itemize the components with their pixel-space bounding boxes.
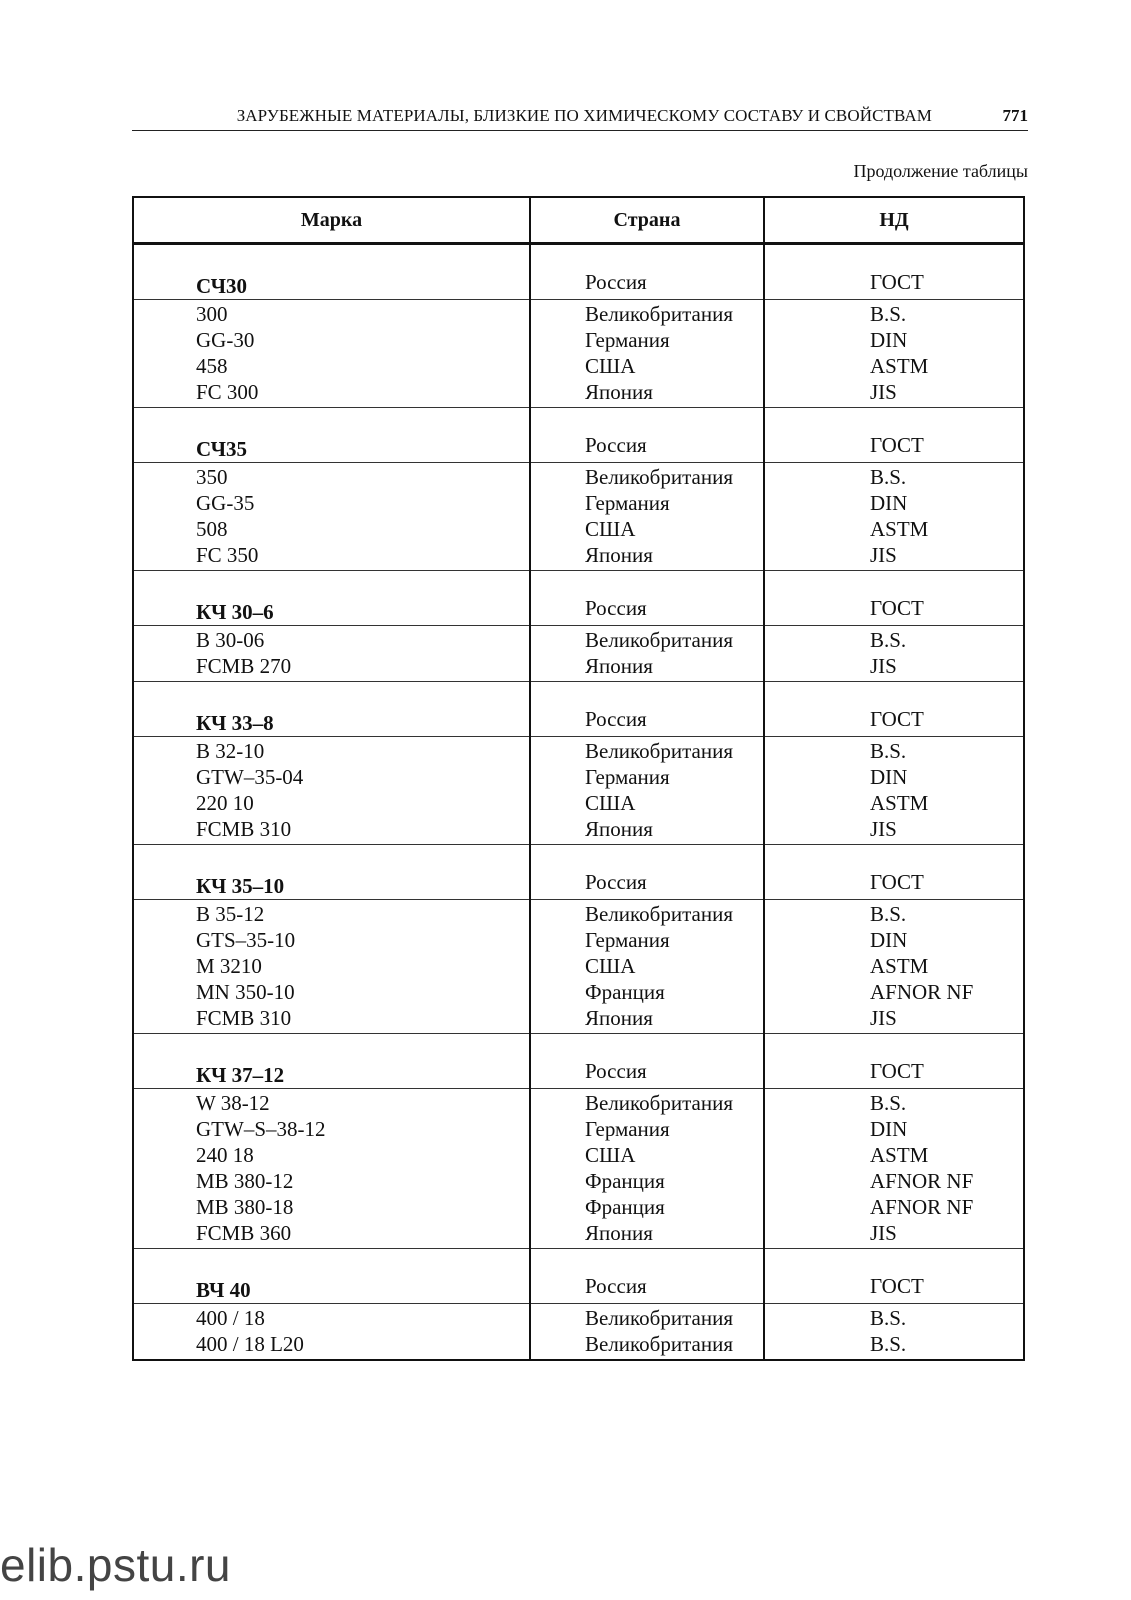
group-body-row [133, 737, 1024, 845]
grade-value: 400 / 18 L20 [196, 1332, 304, 1356]
standard-value: B.S. [870, 739, 907, 763]
group-standard-cell [764, 463, 1024, 571]
country-value: Германия [585, 1117, 670, 1141]
group-header-row [133, 1034, 1024, 1089]
group-standard-cell [764, 900, 1024, 1034]
group-header-standard: ГОСТ [870, 870, 924, 894]
group-header-row [133, 408, 1024, 463]
standard-value: ASTM [870, 1143, 929, 1167]
column-header-country: Страна [530, 197, 764, 244]
table-body [133, 244, 1024, 1361]
group-header-grade: КЧ 33–8 [196, 711, 274, 735]
group-country-cell [530, 463, 764, 571]
group-header-grade-cell [133, 571, 530, 626]
group-standard-cell [764, 626, 1024, 682]
group-body-row [133, 900, 1024, 1034]
group-header-standard: ГОСТ [870, 270, 924, 294]
group-header-standard: ГОСТ [870, 1274, 924, 1298]
standard-value: JIS [870, 654, 897, 678]
group-grade-cell [133, 1089, 530, 1249]
standard-value: B.S. [870, 465, 907, 489]
group-header-country: Россия [585, 270, 647, 294]
standard-value: AFNOR NF [870, 980, 974, 1004]
country-value: Великобритания [585, 465, 733, 489]
column-header-grade: Марка [133, 197, 530, 244]
grade-value: M 3210 [196, 954, 262, 978]
country-value: США [585, 354, 636, 378]
group-header-row [133, 571, 1024, 626]
country-value: Великобритания [585, 1332, 733, 1356]
grade-value: FCMB 360 [196, 1221, 292, 1245]
standard-value: AFNOR NF [870, 1195, 974, 1219]
standard-value: B.S. [870, 628, 907, 652]
grade-value: B 32-10 [196, 739, 265, 763]
standard-value: DIN [870, 928, 908, 952]
group-header-standard-cell [764, 244, 1024, 300]
grade-value: MN 350-10 [196, 980, 295, 1004]
grade-value: FCMB 310 [196, 1006, 292, 1030]
grade-value: MB 380-18 [196, 1195, 294, 1219]
group-header-standard: ГОСТ [870, 433, 924, 457]
page-number: 771 [1002, 106, 1028, 125]
group-country-cell [530, 737, 764, 845]
group-standard-cell [764, 1089, 1024, 1249]
grade-value: FC 300 [196, 380, 259, 404]
country-value: Япония [585, 654, 653, 678]
table-continuation-note: Продолжение таблицы [853, 161, 1028, 181]
country-value: Германия [585, 928, 670, 952]
standard-value: ASTM [870, 517, 929, 541]
group-grade-cell [133, 463, 530, 571]
group-header-standard-cell [764, 682, 1024, 737]
standard-value: DIN [870, 328, 908, 352]
country-value: США [585, 1143, 636, 1167]
grade-value: FCMB 310 [196, 817, 292, 841]
grade-value: 508 [196, 517, 228, 541]
group-grade-cell [133, 900, 530, 1034]
grade-equivalents-table [132, 196, 1025, 1361]
group-header-grade-cell [133, 244, 530, 300]
group-header-grade: СЧ35 [196, 437, 248, 461]
group-standard-cell [764, 300, 1024, 408]
standard-value: DIN [870, 1117, 908, 1141]
grade-value: W 38-12 [196, 1091, 270, 1115]
country-value: Великобритания [585, 302, 733, 326]
group-grade-cell [133, 300, 530, 408]
country-value: Франция [585, 1169, 665, 1193]
standard-value: JIS [870, 543, 897, 567]
group-body-row [133, 626, 1024, 682]
grade-value: B 35-12 [196, 902, 265, 926]
grade-value: FC 350 [196, 543, 259, 567]
group-header-grade: КЧ 30–6 [196, 600, 274, 624]
group-standard-cell [764, 1304, 1024, 1361]
country-value: Франция [585, 980, 665, 1004]
country-value: Великобритания [585, 739, 733, 763]
group-header-country: Россия [585, 707, 647, 731]
country-value: США [585, 954, 636, 978]
group-header-grade: ВЧ 40 [196, 1278, 251, 1302]
group-header-standard: ГОСТ [870, 596, 924, 620]
group-grade-cell [133, 1304, 530, 1361]
standard-value: ASTM [870, 354, 929, 378]
standard-value: JIS [870, 1006, 897, 1030]
standard-value: ASTM [870, 791, 929, 815]
country-value: США [585, 517, 636, 541]
group-header-row [133, 244, 1024, 300]
grade-value: FCMB 270 [196, 654, 292, 678]
group-header-country: Россия [585, 1059, 647, 1083]
group-header-standard: ГОСТ [870, 707, 924, 731]
country-value: Япония [585, 817, 653, 841]
group-header-country: Россия [585, 596, 647, 620]
group-header-country-cell [530, 571, 764, 626]
standard-value: JIS [870, 817, 897, 841]
grade-value: 350 [196, 465, 228, 489]
standard-value: JIS [870, 380, 897, 404]
group-header-grade-cell [133, 408, 530, 463]
group-header-standard-cell [764, 1249, 1024, 1304]
standard-value: DIN [870, 765, 908, 789]
grade-value: GTW–S–38-12 [196, 1117, 326, 1141]
grade-value: B 30-06 [196, 628, 265, 652]
grade-value: 300 [196, 302, 228, 326]
grade-value: 240 18 [196, 1143, 254, 1167]
country-value: Германия [585, 328, 670, 352]
standard-value: DIN [870, 491, 908, 515]
group-grade-cell [133, 737, 530, 845]
country-value: Германия [585, 765, 670, 789]
group-country-cell [530, 300, 764, 408]
grade-value: 220 10 [196, 791, 254, 815]
group-header-row [133, 682, 1024, 737]
group-header-standard-cell [764, 1034, 1024, 1089]
standard-value: B.S. [870, 302, 907, 326]
country-value: Япония [585, 543, 653, 567]
country-value: Япония [585, 1006, 653, 1030]
table-header-row [133, 197, 1024, 244]
group-header-grade-cell [133, 845, 530, 900]
country-value: Великобритания [585, 902, 733, 926]
grade-value: GG-30 [196, 328, 255, 352]
standard-value: B.S. [870, 1306, 907, 1330]
group-header-standard: ГОСТ [870, 1059, 924, 1083]
group-header-standard-cell [764, 571, 1024, 626]
group-grade-cell [133, 626, 530, 682]
group-body-row [133, 300, 1024, 408]
standard-value: B.S. [870, 1091, 907, 1115]
group-header-country: Россия [585, 1274, 647, 1298]
standard-value: AFNOR NF [870, 1169, 974, 1193]
group-country-cell [530, 1089, 764, 1249]
standard-value: JIS [870, 1221, 897, 1245]
grade-value: 400 / 18 [196, 1306, 265, 1330]
country-value: Великобритания [585, 628, 733, 652]
group-standard-cell [764, 737, 1024, 845]
group-header-row [133, 1249, 1024, 1304]
country-value: Япония [585, 380, 653, 404]
grade-value: GTW–35-04 [196, 765, 304, 789]
group-header-grade-cell [133, 1249, 530, 1304]
group-header-country: Россия [585, 870, 647, 894]
group-header-country-cell [530, 845, 764, 900]
group-header-country-cell [530, 1249, 764, 1304]
group-header-country-cell [530, 1034, 764, 1089]
group-header-grade: КЧ 35–10 [196, 874, 285, 898]
country-value: США [585, 791, 636, 815]
group-country-cell [530, 900, 764, 1034]
grade-value: GTS–35-10 [196, 928, 296, 952]
grade-value: MB 380-12 [196, 1169, 294, 1193]
group-header-grade-cell [133, 682, 530, 737]
group-header-row [133, 845, 1024, 900]
standard-value: ASTM [870, 954, 929, 978]
country-value: Великобритания [585, 1306, 733, 1330]
group-header-country-cell [530, 682, 764, 737]
group-country-cell [530, 1304, 764, 1361]
group-header-grade: КЧ 37–12 [196, 1063, 285, 1087]
group-header-grade: СЧ30 [196, 274, 248, 298]
group-header-standard-cell [764, 845, 1024, 900]
group-body-row [133, 463, 1024, 571]
standard-value: B.S. [870, 1332, 907, 1356]
group-body-row [133, 1304, 1024, 1361]
running-title: ЗАРУБЕЖНЫЕ МАТЕРИАЛЫ, БЛИЗКИЕ ПО ХИМИЧЕСКОМУ СОСТАВУ И СВОЙСТВАМ [236, 106, 932, 125]
grade-value: GG-35 [196, 491, 255, 515]
grade-value: 458 [196, 354, 228, 378]
standard-value: B.S. [870, 902, 907, 926]
country-value: Великобритания [585, 1091, 733, 1115]
country-value: Франция [585, 1195, 665, 1219]
group-header-grade-cell [133, 1034, 530, 1089]
group-header-country-cell [530, 408, 764, 463]
country-value: Япония [585, 1221, 653, 1245]
watermark: elib.pstu.ru [0, 1539, 232, 1591]
running-header [132, 104, 1028, 131]
group-header-country: Россия [585, 433, 647, 457]
group-country-cell [530, 626, 764, 682]
group-header-standard-cell [764, 408, 1024, 463]
country-value: Германия [585, 491, 670, 515]
group-header-country-cell [530, 244, 764, 300]
column-header-standard: НД [764, 197, 1024, 244]
group-body-row [133, 1089, 1024, 1249]
